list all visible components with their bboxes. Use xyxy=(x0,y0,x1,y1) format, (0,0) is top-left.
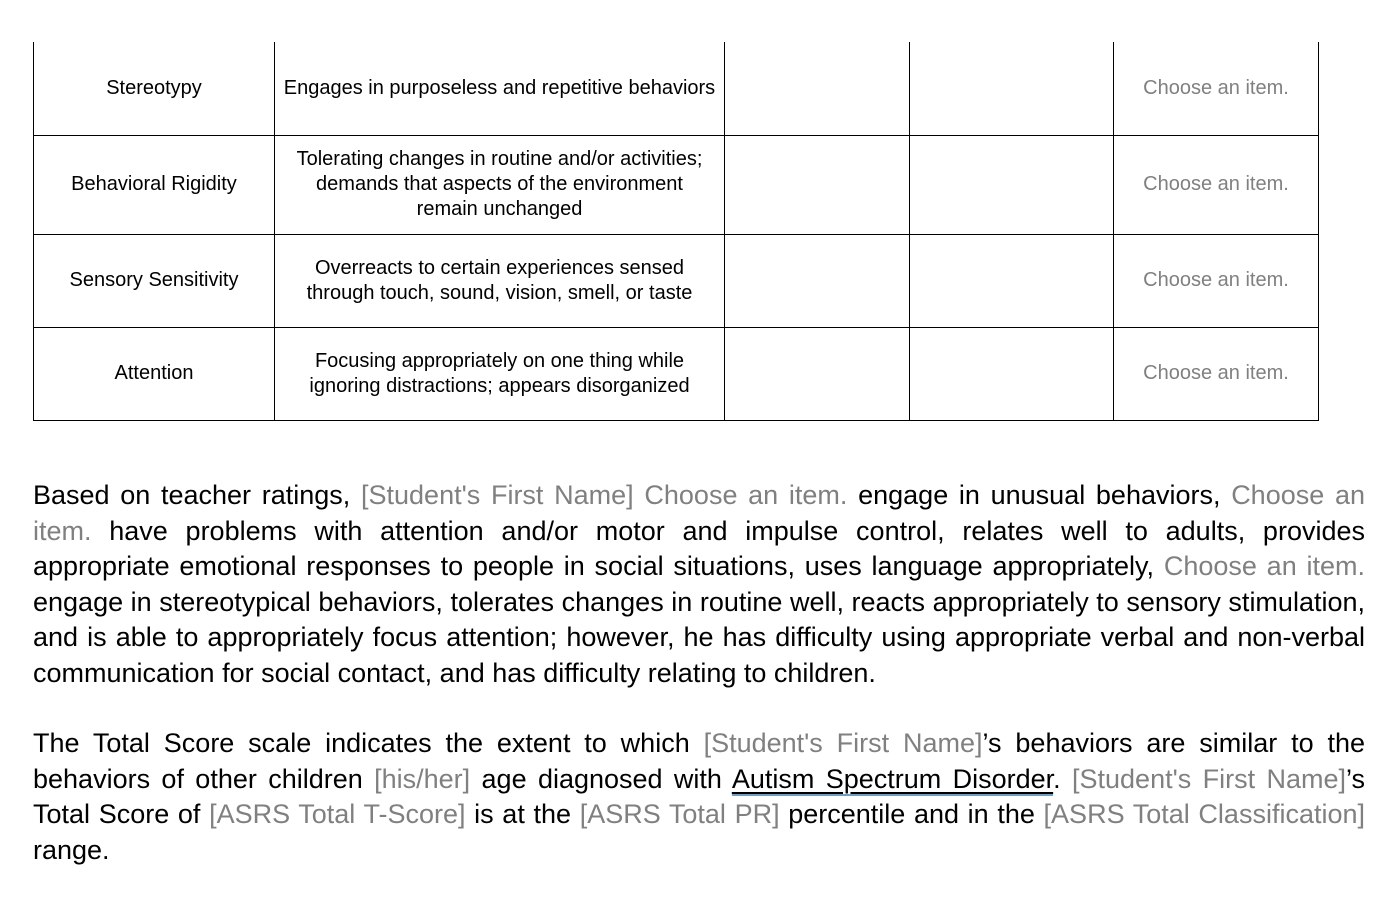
paragraph-text: The Total Score scale indicates the extent to which xyxy=(33,728,704,758)
table-row xyxy=(34,327,1319,420)
choose-item-dropdown[interactable]: Choose an item. xyxy=(1163,551,1366,581)
paragraph-text: is at the xyxy=(465,799,580,829)
teacher-ratings-paragraph xyxy=(33,478,1365,691)
paragraph-text: age diagnosed with xyxy=(470,763,732,794)
paragraph-text: . xyxy=(1053,763,1073,794)
total-score-paragraph xyxy=(33,726,1365,868)
scale-name: Attention xyxy=(34,327,275,420)
paragraph-text: range. xyxy=(33,834,110,865)
student-first-name-placeholder[interactable]: [Student's First Name] xyxy=(361,480,634,510)
paragraph-text: engage in stereotypical behaviors, tolerates changes in routine well, reacts appropriately to sensory stimulation, and is able to appropriately focus attention; however, he has difficulty using appropriate verbal and non-verbal communication for social contact, and has difficulty relating to children. xyxy=(33,586,1365,688)
paragraph-text: ’s behaviors are similar to the behaviors of other children xyxy=(33,728,1365,794)
paragraph-text: ’s Total Score of xyxy=(33,763,1365,829)
choose-item-dropdown[interactable]: Choose an item. xyxy=(644,480,848,510)
percentile-cell xyxy=(910,42,1114,135)
asrs-total-pr-placeholder[interactable]: [ASRS Total PR] xyxy=(579,799,780,829)
scale-name: Behavioral Rigidity xyxy=(34,135,275,234)
classification-dropdown[interactable]: Choose an item. xyxy=(1114,42,1319,135)
t-score-cell xyxy=(725,327,910,420)
paragraph-text xyxy=(634,480,645,510)
paragraph-text: percentile and in the xyxy=(779,799,1044,829)
pronoun-placeholder[interactable]: [his/her] xyxy=(374,763,471,794)
percentile-cell xyxy=(910,135,1114,234)
paragraph-text: Based on teacher ratings, xyxy=(33,480,362,510)
t-score-cell xyxy=(725,42,910,135)
autism-spectrum-disorder-link[interactable]: Autism Spectrum Disorder xyxy=(731,763,1054,794)
t-score-cell xyxy=(725,135,910,234)
percentile-cell xyxy=(910,234,1114,327)
student-first-name-placeholder[interactable]: [Student's First Name] xyxy=(1072,763,1346,794)
scale-name: Sensory Sensitivity xyxy=(34,234,275,327)
table-row xyxy=(34,234,1319,327)
table-row xyxy=(34,42,1319,135)
choose-item-dropdown[interactable]: Choose an item. xyxy=(33,480,1365,546)
scale-description: Focusing appropriately on one thing while ignoring distractions; appears disorganized xyxy=(275,327,725,420)
classification-dropdown[interactable]: Choose an item. xyxy=(1114,327,1319,420)
scale-description: Tolerating changes in routine and/or activities; demands that aspects of the environment remain unchanged xyxy=(275,135,725,234)
t-score-cell xyxy=(725,234,910,327)
scale-description: Overreacts to certain experiences sensed through touch, sound, vision, smell, or taste xyxy=(275,234,725,327)
percentile-cell xyxy=(910,327,1114,420)
scale-description: Engages in purposeless and repetitive behaviors xyxy=(275,42,725,135)
classification-dropdown[interactable]: Choose an item. xyxy=(1114,234,1319,327)
paragraph-text: engage in unusual behaviors, xyxy=(847,480,1232,510)
paragraph-text: have problems with attention and/or motor and impulse control, relates well to adults, provides appropriate emotional responses to people in social situations, uses language appropriately, xyxy=(33,515,1365,581)
student-first-name-placeholder[interactable]: [Student's First Name] xyxy=(703,728,983,758)
table-row xyxy=(34,135,1319,234)
asrs-scales-table xyxy=(33,42,1319,421)
classification-dropdown[interactable]: Choose an item. xyxy=(1114,135,1319,234)
asrs-total-t-score-placeholder[interactable]: [ASRS Total T-Score] xyxy=(209,799,466,829)
scale-name: Stereotypy xyxy=(34,42,275,135)
asrs-total-classification-placeholder[interactable]: [ASRS Total Classification] xyxy=(1043,799,1365,829)
